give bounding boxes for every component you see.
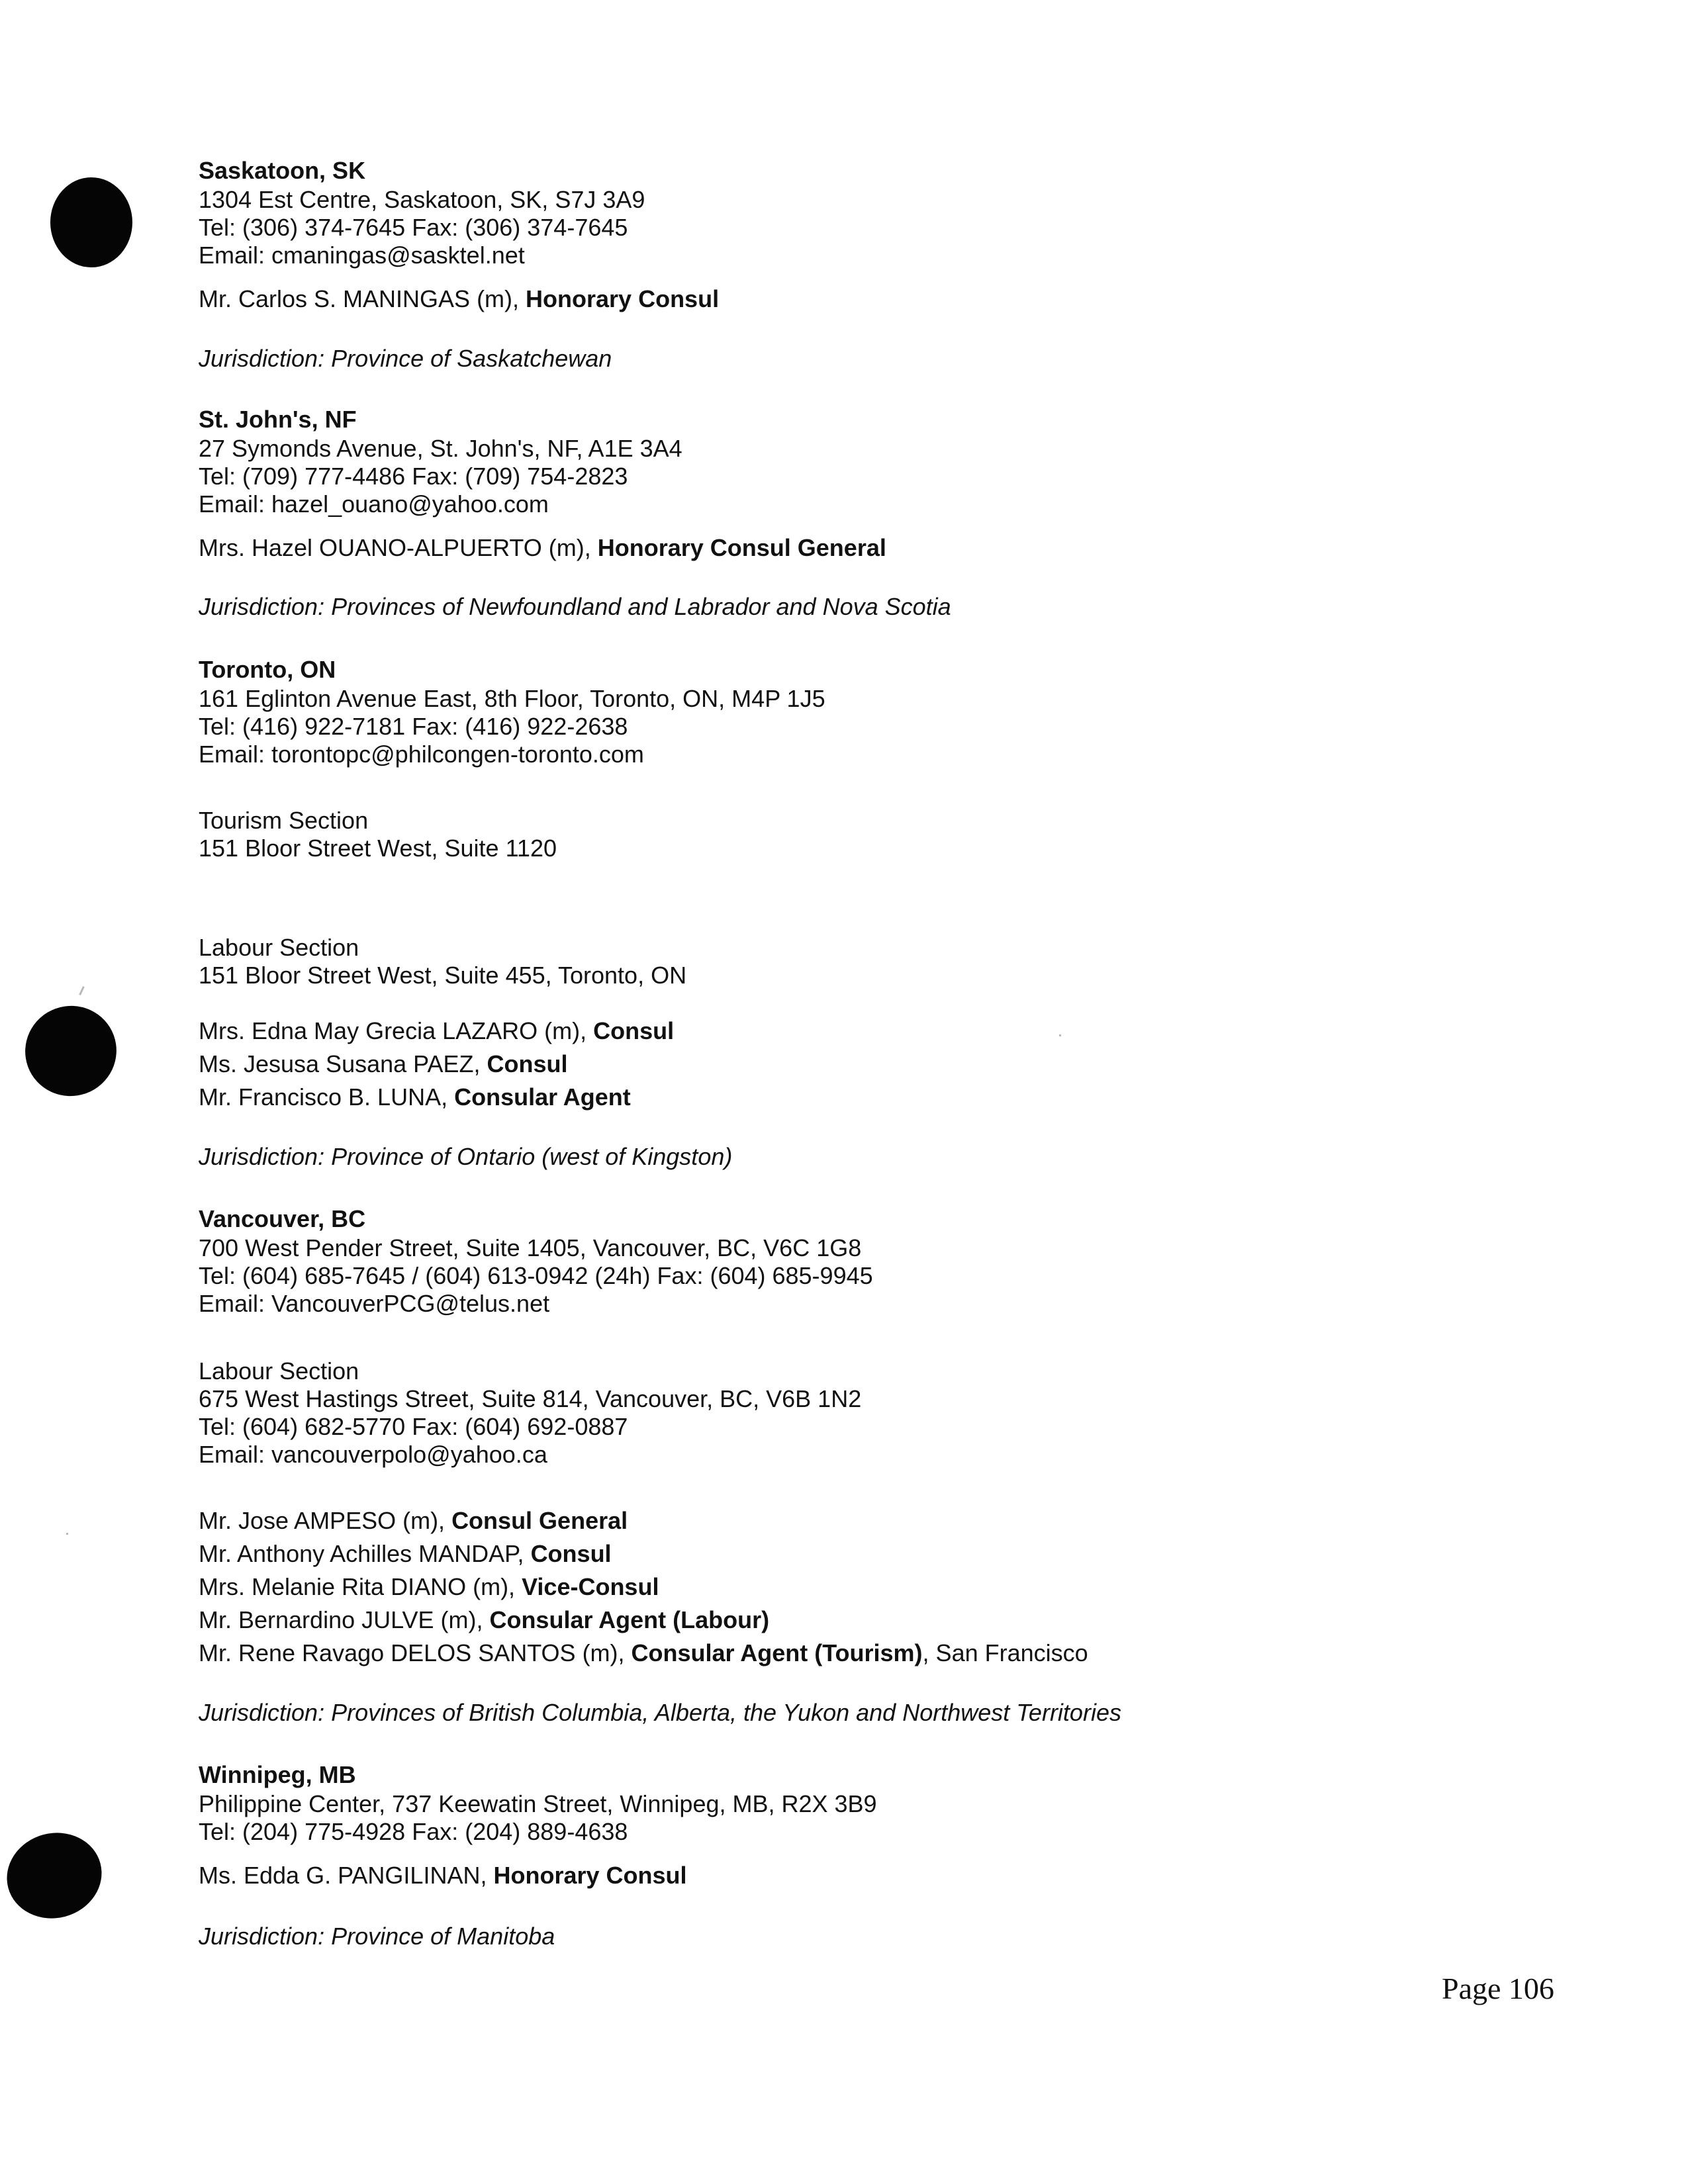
jurisdiction-line: Jurisdiction: Province of Ontario (west of Kingston) xyxy=(199,1143,733,1170)
officer-name: Mrs. Edna May Grecia LAZARO (m), xyxy=(199,1017,594,1044)
officer-title: Consul xyxy=(530,1540,612,1567)
city-heading: Toronto, ON xyxy=(199,656,336,683)
email-line: Email: hazel_ouano@yahoo.com xyxy=(199,490,549,518)
officer-name: Ms. Edda G. PANGILINAN, xyxy=(199,1862,494,1889)
page-number: Page 106 xyxy=(1442,1972,1554,2005)
officer-name: Mrs. Melanie Rita DIANO (m), xyxy=(199,1573,522,1600)
officer-line xyxy=(199,1606,769,1635)
officer-title: Honorary Consul xyxy=(526,285,720,312)
labour-section-email: Email: vancouverpolo@yahoo.ca xyxy=(199,1441,547,1468)
officer-title: Consular Agent xyxy=(454,1083,631,1111)
phone-fax-line: Tel: (204) 775-4928 Fax: (204) 889-4638 xyxy=(199,1818,628,1845)
jurisdiction-line: Jurisdiction: Provinces of Newfoundland and Labrador and Nova Scotia xyxy=(199,593,951,620)
officer-name: Mr. Francisco B. LUNA, xyxy=(199,1083,455,1111)
binder-hole-top xyxy=(50,177,132,267)
officer-suffix: , San Francisco xyxy=(922,1639,1088,1666)
officer-line xyxy=(199,1639,1088,1668)
officer-line xyxy=(199,1050,568,1079)
jurisdiction-line: Jurisdiction: Provinces of British Columbia, Alberta, the Yukon and Northwest Territories xyxy=(199,1699,1121,1726)
officer-title: Consular Agent (Labour) xyxy=(489,1606,770,1633)
officer-line xyxy=(199,1506,628,1535)
officer-title: Vice-Consul xyxy=(522,1573,659,1600)
officer-title: Consul xyxy=(593,1017,675,1044)
officer-title: Consul General xyxy=(451,1507,628,1534)
officer-name: Mr. Jose AMPESO (m), xyxy=(199,1507,452,1534)
scan-speck xyxy=(79,986,85,995)
officer-title: Consular Agent (Tourism) xyxy=(631,1639,923,1666)
officer-name: Mr. Rene Ravago DELOS SANTOS (m), xyxy=(199,1639,632,1666)
phone-fax-line: Tel: (306) 374-7645 Fax: (306) 374-7645 xyxy=(199,214,628,241)
email-line: Email: cmaningas@sasktel.net xyxy=(199,242,525,269)
address-line: 27 Symonds Avenue, St. John's, NF, A1E 3A4 xyxy=(199,435,682,462)
scan-speck xyxy=(1059,1034,1061,1036)
email-line: Email: torontopc@philcongen-toronto.com xyxy=(199,741,644,768)
city-heading: Winnipeg, MB xyxy=(199,1761,356,1788)
phone-fax-line: Tel: (709) 777-4486 Fax: (709) 754-2823 xyxy=(199,463,628,490)
officer-line xyxy=(199,1083,631,1112)
city-heading: Saskatoon, SK xyxy=(199,157,366,184)
officer-name: Mr. Carlos S. MANINGAS (m), xyxy=(199,285,526,312)
phone-fax-line: Tel: (604) 685-7645 / (604) 613-0942 (24h) Fax: (604) 685-9945 xyxy=(199,1262,873,1289)
binder-hole-middle xyxy=(13,993,129,1109)
city-heading: St. John's, NF xyxy=(199,406,357,433)
email-line: Email: VancouverPCG@telus.net xyxy=(199,1290,550,1317)
jurisdiction-line: Jurisdiction: Province of Manitoba xyxy=(199,1923,555,1950)
officer-line xyxy=(199,285,719,314)
tourism-section-label: Tourism Section xyxy=(199,807,369,834)
tourism-section-address: 151 Bloor Street West, Suite 1120 xyxy=(199,835,557,862)
binder-hole-bottom xyxy=(0,1823,111,1929)
address-line: 700 West Pender Street, Suite 1405, Vancouver, BC, V6C 1G8 xyxy=(199,1234,862,1261)
officer-line xyxy=(199,1861,687,1890)
address-line: 1304 Est Centre, Saskatoon, SK, S7J 3A9 xyxy=(199,186,645,213)
scan-speck xyxy=(66,1533,68,1535)
labour-section-label: Labour Section xyxy=(199,934,359,961)
labour-section-address: 151 Bloor Street West, Suite 455, Toronto, ON xyxy=(199,962,687,989)
officer-line xyxy=(199,1017,674,1046)
officer-line xyxy=(199,1539,612,1569)
labour-section-phone: Tel: (604) 682-5770 Fax: (604) 692-0887 xyxy=(199,1413,628,1440)
address-line: 161 Eglinton Avenue East, 8th Floor, Toronto, ON, M4P 1J5 xyxy=(199,685,825,712)
labour-section-address: 675 West Hastings Street, Suite 814, Vancouver, BC, V6B 1N2 xyxy=(199,1385,862,1412)
officer-name: Mr. Anthony Achilles MANDAP, xyxy=(199,1540,531,1567)
officer-name: Ms. Jesusa Susana PAEZ, xyxy=(199,1050,487,1077)
officer-title: Honorary Consul xyxy=(493,1862,687,1889)
officer-name: Mr. Bernardino JULVE (m), xyxy=(199,1606,490,1633)
phone-fax-line: Tel: (416) 922-7181 Fax: (416) 922-2638 xyxy=(199,713,628,740)
officer-line xyxy=(199,533,886,563)
labour-section-label: Labour Section xyxy=(199,1357,359,1385)
address-line: Philippine Center, 737 Keewatin Street, Winnipeg, MB, R2X 3B9 xyxy=(199,1790,877,1817)
officer-title: Honorary Consul General xyxy=(597,534,886,561)
city-heading: Vancouver, BC xyxy=(199,1205,366,1232)
officer-line xyxy=(199,1572,659,1602)
jurisdiction-line: Jurisdiction: Province of Saskatchewan xyxy=(199,345,612,372)
officer-name: Mrs. Hazel OUANO-ALPUERTO (m), xyxy=(199,534,598,561)
officer-title: Consul xyxy=(487,1050,568,1077)
